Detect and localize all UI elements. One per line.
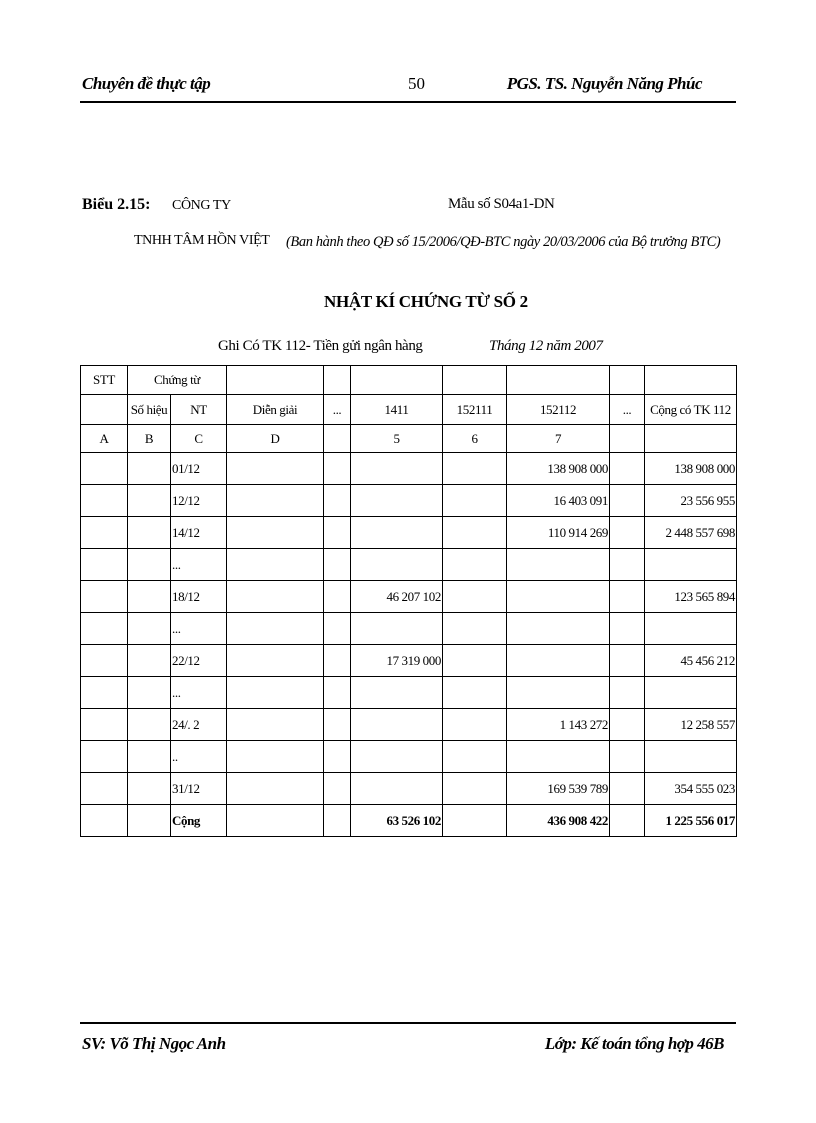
decree-note: (Ban hành theo QĐ số 15/2006/QĐ-BTC ngày 20/03/2006 của Bộ trưởng BTC): [286, 234, 721, 250]
empty-cell: [128, 677, 171, 709]
total-1411: 63 526 102: [351, 805, 443, 837]
code-cell: B: [128, 425, 171, 453]
header-row-1: [81, 366, 737, 395]
cell-nt: 12/12: [171, 485, 227, 517]
cell-total: [645, 613, 737, 645]
table-row: [81, 517, 737, 549]
empty-cell: [227, 485, 324, 517]
period: Tháng 12 năm 2007: [489, 338, 603, 354]
empty-cell: [128, 741, 171, 773]
th-blank: [610, 366, 645, 395]
empty-cell: [610, 645, 645, 677]
table-row: [81, 645, 737, 677]
empty-cell: [81, 549, 128, 581]
cell-152111: [443, 709, 507, 741]
empty-cell: [227, 773, 324, 805]
empty-cell: [227, 741, 324, 773]
empty-cell: [324, 741, 351, 773]
form-code: Mẫu số S04a1-DN: [448, 196, 555, 212]
empty-cell: [81, 453, 128, 485]
footer-rule: [80, 1022, 736, 1024]
cell-1411: [351, 485, 443, 517]
empty-cell: [610, 453, 645, 485]
code-row: [81, 425, 737, 453]
cell-152111: [443, 645, 507, 677]
cell-152112: [507, 581, 610, 613]
empty-cell: [324, 453, 351, 485]
empty-cell: [128, 485, 171, 517]
code-cell: [610, 425, 645, 453]
th-nt: NT: [171, 395, 227, 425]
header-row-2: [81, 395, 737, 425]
cell-152111: [443, 453, 507, 485]
table-row: [81, 709, 737, 741]
total-credit-112: 1 225 556 017: [645, 805, 737, 837]
cell-152111: [443, 613, 507, 645]
cell-152111: [443, 549, 507, 581]
empty-cell: [81, 677, 128, 709]
th-blank: [443, 366, 507, 395]
cell-152111: [443, 773, 507, 805]
empty-cell: [610, 581, 645, 613]
th-so-hieu: Số hiệu: [128, 395, 171, 425]
th-blank: [81, 395, 128, 425]
total-label: Cộng: [171, 805, 227, 837]
cell-1411: [351, 773, 443, 805]
cell-nt: 22/12: [171, 645, 227, 677]
code-cell: 7: [507, 425, 610, 453]
company-line-1: CÔNG TY: [172, 198, 231, 213]
cell-152112: [507, 549, 610, 581]
cell-total: [645, 677, 737, 709]
cell-total: [645, 741, 737, 773]
cell-nt: 01/12: [171, 453, 227, 485]
empty-cell: [324, 485, 351, 517]
empty-cell: [128, 613, 171, 645]
cell-nt: ...: [171, 549, 227, 581]
cell-152111: [443, 517, 507, 549]
cell-1411: [351, 677, 443, 709]
cell-total: 12 258 557: [645, 709, 737, 741]
cell-152112: 110 914 269: [507, 517, 610, 549]
cell-152112: 1 143 272: [507, 709, 610, 741]
cell-152111: [443, 581, 507, 613]
code-cell: 5: [351, 425, 443, 453]
empty-cell: [128, 517, 171, 549]
document-subtitle: Ghi Có TK 112- Tiền gửi ngân hàng: [218, 338, 423, 354]
cell-152111: [443, 677, 507, 709]
total-row: [81, 805, 737, 837]
cell-nt: 18/12: [171, 581, 227, 613]
cell-1411: 17 319 000: [351, 645, 443, 677]
th-blank: [324, 366, 351, 395]
table-label: Biểu 2.15:: [82, 196, 151, 213]
empty-cell: [128, 453, 171, 485]
code-cell: A: [81, 425, 128, 453]
th-blank: [227, 366, 324, 395]
cell-152112: 169 539 789: [507, 773, 610, 805]
th-dots-2: ...: [610, 395, 645, 425]
cell-total: [645, 549, 737, 581]
empty-cell: [324, 613, 351, 645]
empty-cell: [81, 773, 128, 805]
empty-cell: [128, 709, 171, 741]
code-cell: [324, 425, 351, 453]
empty-cell: [227, 549, 324, 581]
code-cell: C: [171, 425, 227, 453]
cell-1411: [351, 709, 443, 741]
cell-nt: 31/12: [171, 773, 227, 805]
th-acc-152112: 152112: [507, 395, 610, 425]
empty-cell: [81, 613, 128, 645]
empty-cell: [81, 581, 128, 613]
document-title: NHẬT KÍ CHỨNG TỪ SỐ 2: [324, 292, 528, 311]
empty-cell: [128, 645, 171, 677]
empty-cell: [227, 453, 324, 485]
cell-total: 45 456 212: [645, 645, 737, 677]
header-rule: [80, 101, 736, 103]
cell-1411: [351, 517, 443, 549]
cell-1411: [351, 741, 443, 773]
cell-1411: [351, 549, 443, 581]
cell-152112: [507, 613, 610, 645]
empty-cell: [610, 741, 645, 773]
empty-cell: [128, 773, 171, 805]
empty-cell: [324, 645, 351, 677]
empty-cell: [227, 677, 324, 709]
empty-cell: [324, 581, 351, 613]
empty-cell: [610, 485, 645, 517]
cell-152112: [507, 645, 610, 677]
empty-cell: [227, 645, 324, 677]
empty-cell: [610, 517, 645, 549]
table-row: [81, 485, 737, 517]
empty-cell: [324, 773, 351, 805]
code-cell: 6: [443, 425, 507, 453]
company-line-2: TNHH TÂM HỒN VIỆT: [134, 233, 270, 248]
th-dots-1: ...: [324, 395, 351, 425]
empty-cell: [128, 549, 171, 581]
empty-cell: [324, 549, 351, 581]
empty-cell: [227, 581, 324, 613]
footer-class: Lớp: Kế toán tổng hợp 46B: [544, 1034, 724, 1053]
empty-cell: [610, 677, 645, 709]
table-row: [81, 613, 737, 645]
cell-1411: [351, 453, 443, 485]
cell-152112: [507, 677, 610, 709]
cell-nt: 24/. 2: [171, 709, 227, 741]
empty-cell: [227, 517, 324, 549]
th-acc-1411: 1411: [351, 395, 443, 425]
code-cell: D: [227, 425, 324, 453]
th-blank: [507, 366, 610, 395]
page-number: 50: [408, 74, 425, 93]
th-stt: STT: [81, 366, 128, 395]
cell-total: 138 908 000: [645, 453, 737, 485]
th-dien-giai: Diễn giải: [227, 395, 324, 425]
cell-152111: [443, 741, 507, 773]
cell-152112: 16 403 091: [507, 485, 610, 517]
th-chung-tu: Chứng từ: [128, 366, 227, 395]
empty-cell: [81, 645, 128, 677]
cell-152111: [443, 485, 507, 517]
th-total: Cộng có TK 112: [645, 395, 737, 425]
cell-total: 123 565 894: [645, 581, 737, 613]
cell-1411: [351, 613, 443, 645]
cell-total: 2 448 557 698: [645, 517, 737, 549]
table-row: [81, 581, 737, 613]
empty-cell: [81, 709, 128, 741]
empty-cell: [610, 613, 645, 645]
empty-cell: [227, 709, 324, 741]
th-blank: [351, 366, 443, 395]
cell-nt: 14/12: [171, 517, 227, 549]
cell-nt: ...: [171, 677, 227, 709]
ledger-body: [81, 453, 737, 805]
th-blank: [645, 366, 737, 395]
empty-cell: [610, 549, 645, 581]
cell-152112: [507, 741, 610, 773]
cell-nt: ..: [171, 741, 227, 773]
cell-total: 354 555 023: [645, 773, 737, 805]
footer-student: SV: Võ Thị Ngọc Anh: [82, 1034, 226, 1053]
th-acc-152111: 152111: [443, 395, 507, 425]
header-right-author: PGS. TS. Nguyễn Năng Phúc: [506, 74, 702, 93]
ledger-table: [80, 365, 737, 837]
empty-cell: [324, 677, 351, 709]
code-cell: [645, 425, 737, 453]
empty-cell: [227, 613, 324, 645]
total-152112: 436 908 422: [507, 805, 610, 837]
table-row: [81, 773, 737, 805]
empty-cell: [81, 741, 128, 773]
table-row: [81, 677, 737, 709]
empty-cell: [610, 773, 645, 805]
cell-nt: ...: [171, 613, 227, 645]
empty-cell: [610, 709, 645, 741]
header-left-title: Chuyên đề thực tập: [82, 74, 211, 93]
table-row: [81, 741, 737, 773]
empty-cell: [81, 517, 128, 549]
cell-152112: 138 908 000: [507, 453, 610, 485]
empty-cell: [324, 709, 351, 741]
table-row: [81, 549, 737, 581]
cell-total: 23 556 955: [645, 485, 737, 517]
cell-1411: 46 207 102: [351, 581, 443, 613]
empty-cell: [81, 485, 128, 517]
table-row: [81, 453, 737, 485]
empty-cell: [128, 581, 171, 613]
empty-cell: [324, 517, 351, 549]
